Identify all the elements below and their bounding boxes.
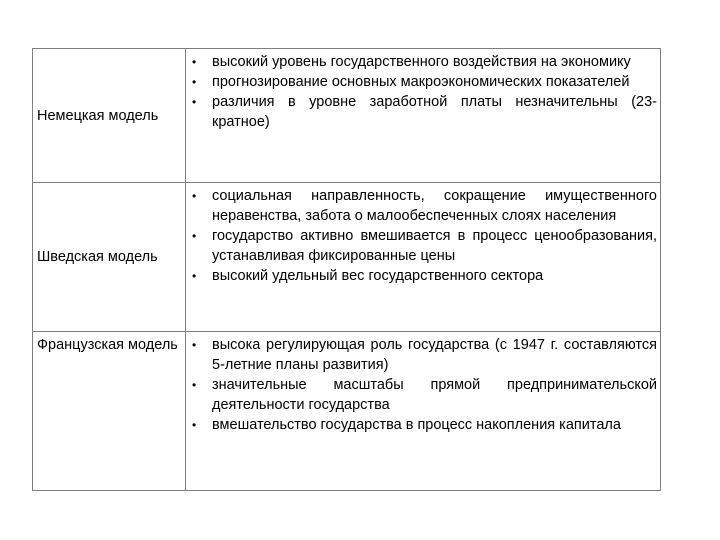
bullet-icon: • [192, 189, 197, 203]
feature-text: различия в уровне заработной платы незначительны (23-кратное) [212, 94, 657, 130]
feature-text: прогнозирование основных макроэкономических показателей [212, 74, 630, 90]
bullet-icon: • [192, 95, 197, 109]
feature-item [186, 415, 657, 435]
feature-text: высокий уровень государственного воздействия на экономику [212, 54, 631, 70]
features-cell [186, 49, 661, 183]
table-row-swedish-model [33, 183, 661, 332]
feature-item [186, 375, 657, 415]
bullet-icon: • [192, 55, 197, 69]
model-name-cell [33, 49, 186, 183]
bullet-icon: • [192, 229, 197, 243]
model-name-cell [33, 332, 186, 491]
bullet-icon: • [192, 418, 197, 432]
feature-item [186, 335, 657, 375]
feature-text: вмешательство государства в процесс накопления капитала [212, 417, 621, 433]
feature-item [186, 226, 657, 266]
bullet-icon: • [192, 378, 197, 392]
feature-text: высокий удельный вес государственного сектора [212, 268, 544, 284]
bullet-icon: • [192, 75, 197, 89]
bullet-icon: • [192, 269, 197, 283]
feature-item [186, 52, 657, 72]
feature-text: высока регулирующая роль государства (с 1947 г. составляются 5-летние планы развития) [212, 337, 657, 373]
table-row-french-model [33, 332, 661, 491]
features-list [186, 186, 657, 286]
bullet-icon: • [192, 338, 197, 352]
feature-item [186, 92, 657, 132]
features-list [186, 52, 657, 132]
economic-models-table [32, 48, 661, 491]
feature-item [186, 72, 657, 92]
table-row-german-model [33, 49, 661, 183]
model-name: Немецкая модель [37, 107, 159, 124]
features-cell [186, 332, 661, 491]
feature-text: социальная направленность, сокращение имущественного неравенства, забота о малообеспеченных слоях населения [212, 188, 657, 224]
feature-item [186, 266, 657, 286]
features-list [186, 335, 657, 435]
model-name: Шведская модель [37, 249, 158, 265]
model-name-cell [33, 183, 186, 332]
feature-text: государство активно вмешивается в процесс ценообразования, устанавливая фиксированные цены [212, 228, 657, 264]
model-name: Французская модель [37, 337, 178, 353]
feature-text: значительные масштабы прямой предпринимательской деятельности государства [212, 377, 657, 413]
features-cell [186, 183, 661, 332]
feature-item [186, 186, 657, 226]
